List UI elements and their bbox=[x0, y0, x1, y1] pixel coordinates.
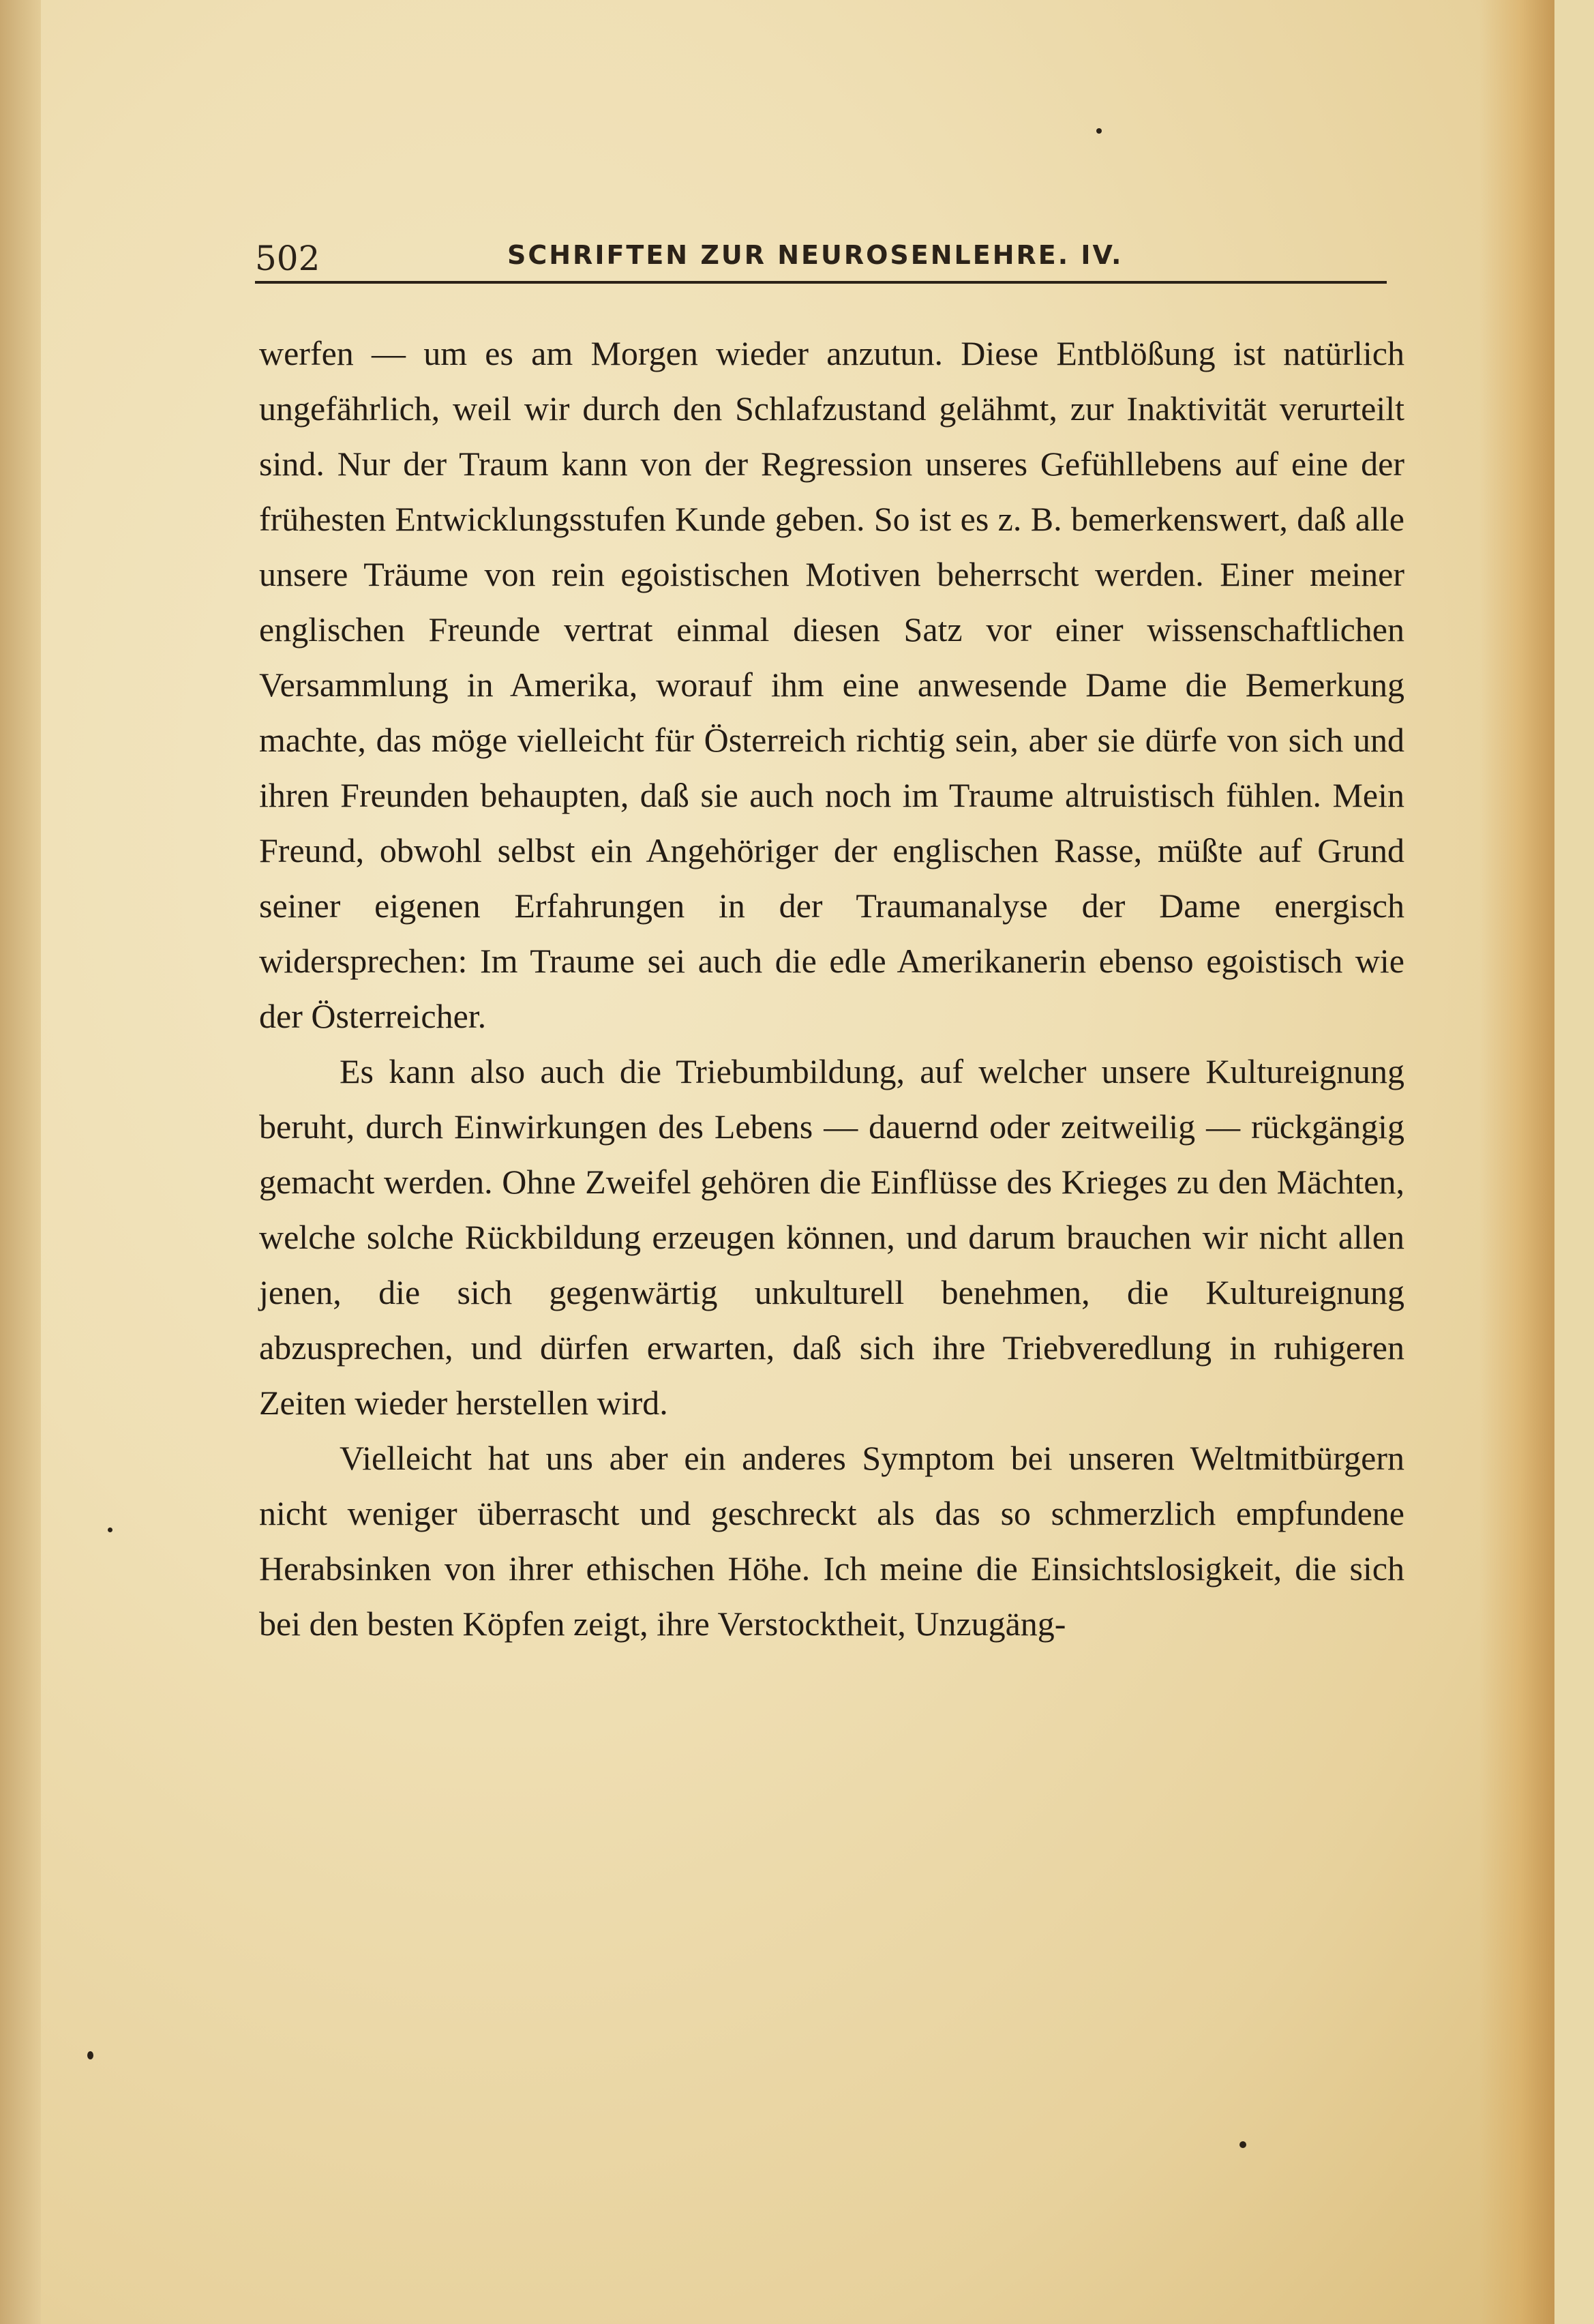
body-text bbox=[259, 326, 1404, 1652]
ink-speck bbox=[1239, 2141, 1246, 2148]
page-edge-shading bbox=[1479, 0, 1554, 2324]
paragraph-2: Es kann also auch die Triebumbildung, auf welcher unsere Kultureignung beruht, durch Einwirkungen des Lebens — dauernd oder zeitweilig — rückgängig gemacht werden. Ohne Zweifel gehören die Einflüsse des Krieges zu den Mächten, welche solche Rückbildung erzeugen können, und darum brauchen wir nicht allen jenen, die sich gegenwärtig unkulturell benehmen, die Kultureignung abzusprechen, und dürfen erwarten, daß sich ihre Triebveredlung in ruhigeren Zeiten wieder herstellen wird. bbox=[259, 1052, 1404, 1422]
ink-speck bbox=[108, 1528, 112, 1532]
page-header bbox=[255, 232, 1387, 280]
ink-speck bbox=[1096, 128, 1102, 134]
ink-speck bbox=[87, 2051, 93, 2059]
running-head: SCHRIFTEN ZUR NEUROSENLEHRE. IV. bbox=[507, 240, 1124, 270]
header-rule bbox=[255, 281, 1387, 284]
page-number: 502 bbox=[255, 239, 320, 278]
paragraph-1: werfen — um es am Morgen wieder anzutun. Diese Entblößung ist natürlich ungefährlich, weil wir durch den Schlafzustand gelähmt, zur Inaktivität verurteilt sind. Nur der Traum kann von der Regression unseres Gefühllebens auf eine der frühesten Entwicklungsstufen Kunde geben. So ist es z. B. bemerkenswert, daß alle unsere Träume von rein egoistischen Motiven beherrscht werden. Einer meiner englischen Freunde vertrat einmal diesen Satz vor einer wissenschaftlichen Versammlung in Amerika, worauf ihm eine anwesende Dame die Bemerkung machte, das möge vielleicht für Österreich richtig sein, aber sie dürfe von sich und ihren Freunden behaupten, daß sie auch noch im Traume altruistisch fühlen. Mein Freund, obwohl selbst ein Angehöriger der englischen Rasse, müßte auf Grund seiner eigenen Erfahrungen in der Traumanalyse der Dame energisch widersprechen: Im Traume sei auch die edle Amerikanerin ebenso egoistisch wie der Österreicher. bbox=[259, 334, 1404, 1035]
paragraph-3: Vielleicht hat uns aber ein anderes Symptom bei unseren Weltmitbürgern nicht weniger überrascht und geschreckt als das so schmerzlich empfundene Herabsinken von ihrer ethischen Höhe. Ich meine die Einsichtslosigkeit, die sich bei den besten Köpfen zeigt, ihre Verstocktheit, Unzugäng- bbox=[259, 1439, 1404, 1643]
left-page-margin bbox=[0, 0, 41, 2324]
